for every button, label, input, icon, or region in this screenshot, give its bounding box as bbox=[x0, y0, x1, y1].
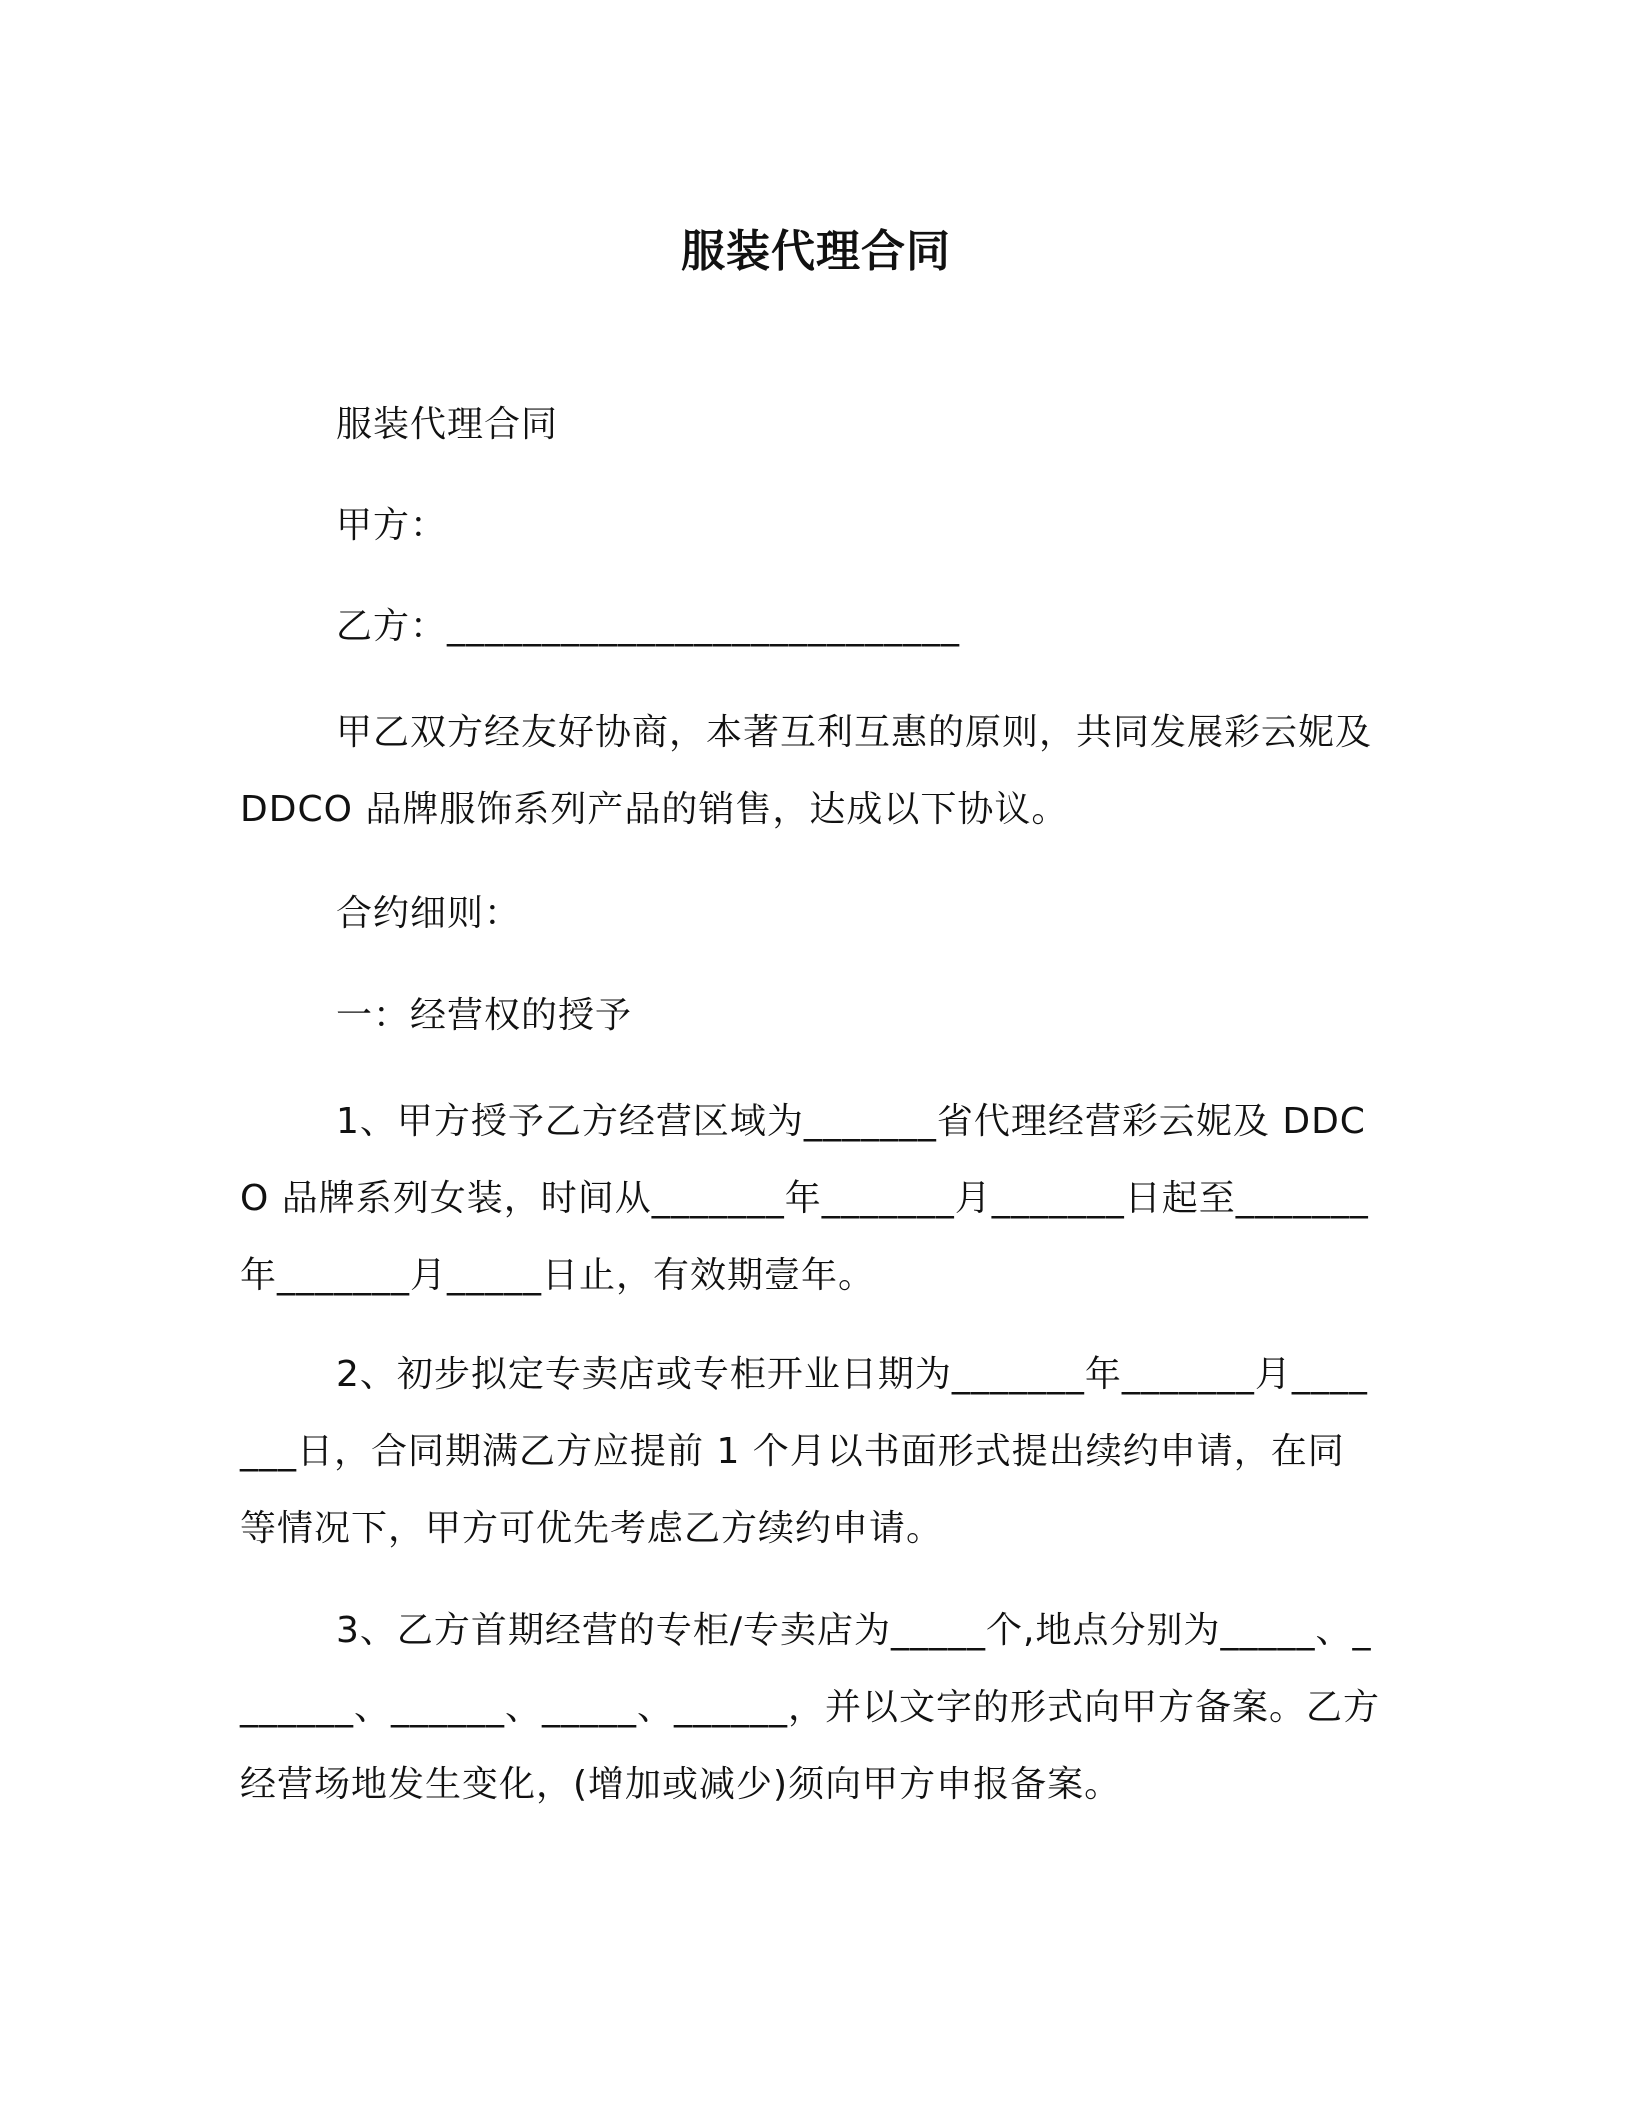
paragraph-party-b: 乙方：___________________________ bbox=[336, 606, 961, 647]
paragraph-clause-1: 1、甲方授予乙方经营区域为_______省代理经营彩云妮及 DDCO 品牌系列女装，时间从_______年_______月_______日起至_______年_______月_____日止，有效期壹年。 bbox=[240, 1101, 1369, 1296]
paragraph-contract-name: 服装代理合同 bbox=[336, 404, 559, 445]
paragraph-preamble: 甲乙双方经友好协商，本著互利互惠的原则，共同发展彩云妮及 DDCO 品牌服饰系列产品的销售，达成以下协议。 bbox=[240, 712, 1385, 830]
paragraph-clause-2: 2、初步拟定专卖店或专柜开业日期为_______年_______月_______日，合同期满乙方应提前 1 个月以书面形式提出续约申请，在同等情况下，甲方可优先考虑乙方续约申请。 bbox=[240, 1354, 1368, 1549]
paragraph-clause-3: 3、乙方首期经营的专柜/专卖店为_____个,地点分别为_____、_______、______、_____、______，并以文字的形式向甲方备案。乙方经营场地发生变化，(增加或减少)须向甲方申报备案。 bbox=[240, 1610, 1381, 1805]
paragraph-party-a: 甲方： bbox=[336, 505, 448, 546]
document-title: 服装代理合同 bbox=[681, 226, 951, 277]
paragraph-section-one-heading: 一：经营权的授予 bbox=[336, 995, 633, 1036]
paragraph-terms-heading: 合约细则： bbox=[336, 893, 522, 934]
